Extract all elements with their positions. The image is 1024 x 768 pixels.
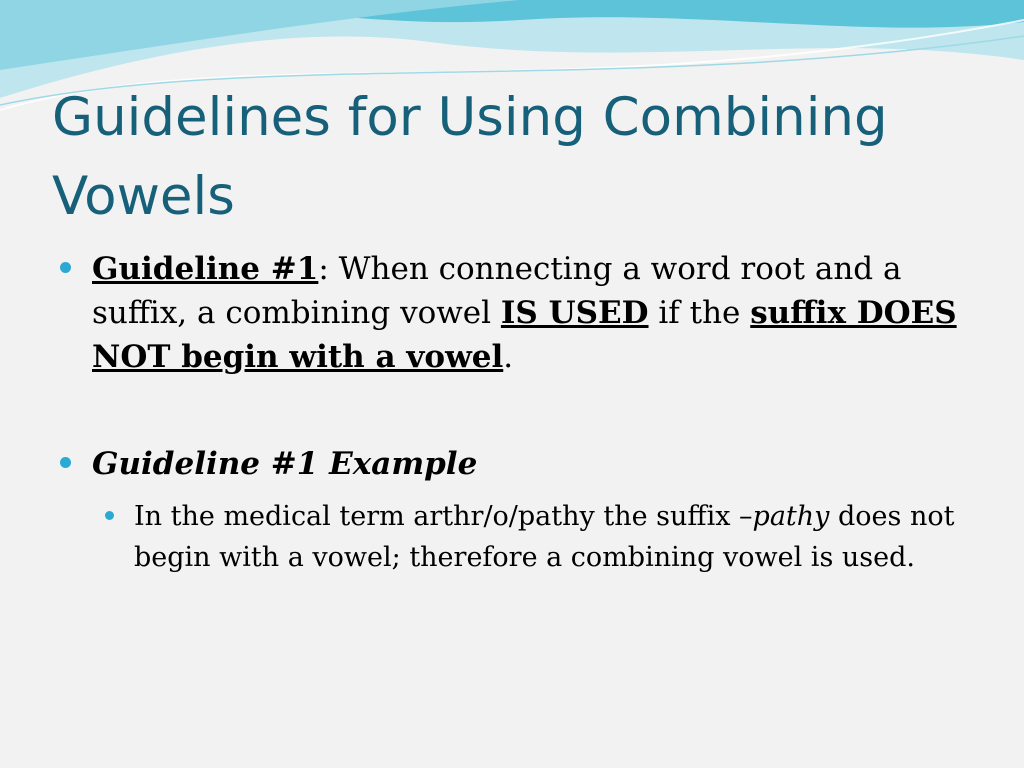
guideline-1-text-b: if the: [648, 295, 751, 331]
example-text-b: does not begin with a vowel; therefore a combining vowel is used.: [134, 501, 955, 573]
guideline-1-example-label: Guideline #1 Example: [92, 446, 478, 482]
bullet-guideline-1-example-text: [92, 442, 960, 486]
bullet-guideline-1: [60, 247, 960, 379]
guideline-1-label: Guideline #1: [92, 251, 319, 287]
example-detail-text: [134, 496, 965, 578]
sub-bullet-dot-icon: [105, 511, 114, 520]
example-suffix-pathy: pathy: [752, 501, 830, 532]
sub-bullet-example-detail: [105, 496, 965, 578]
guideline-1-colon: :: [318, 251, 339, 287]
bullet-dot-icon: [60, 262, 71, 273]
bullet-guideline-1-example: [60, 442, 960, 486]
bullet-guideline-1-text: [92, 247, 960, 379]
guideline-1-text-c: .: [503, 339, 514, 375]
slide-title: Guidelines for Using Combining Vowels: [52, 87, 888, 227]
guideline-1-suffix-rule: suffix DOES NOT begin with a vowel: [92, 295, 957, 375]
example-text-a: In the medical term arthr/o/pathy the suffix –: [134, 501, 753, 532]
guideline-1-is-used: IS USED: [500, 295, 649, 331]
guideline-1-text-a: When connecting a word root and a suffix, a combining vowel: [92, 251, 902, 331]
bullet-dot-icon: [60, 457, 71, 468]
